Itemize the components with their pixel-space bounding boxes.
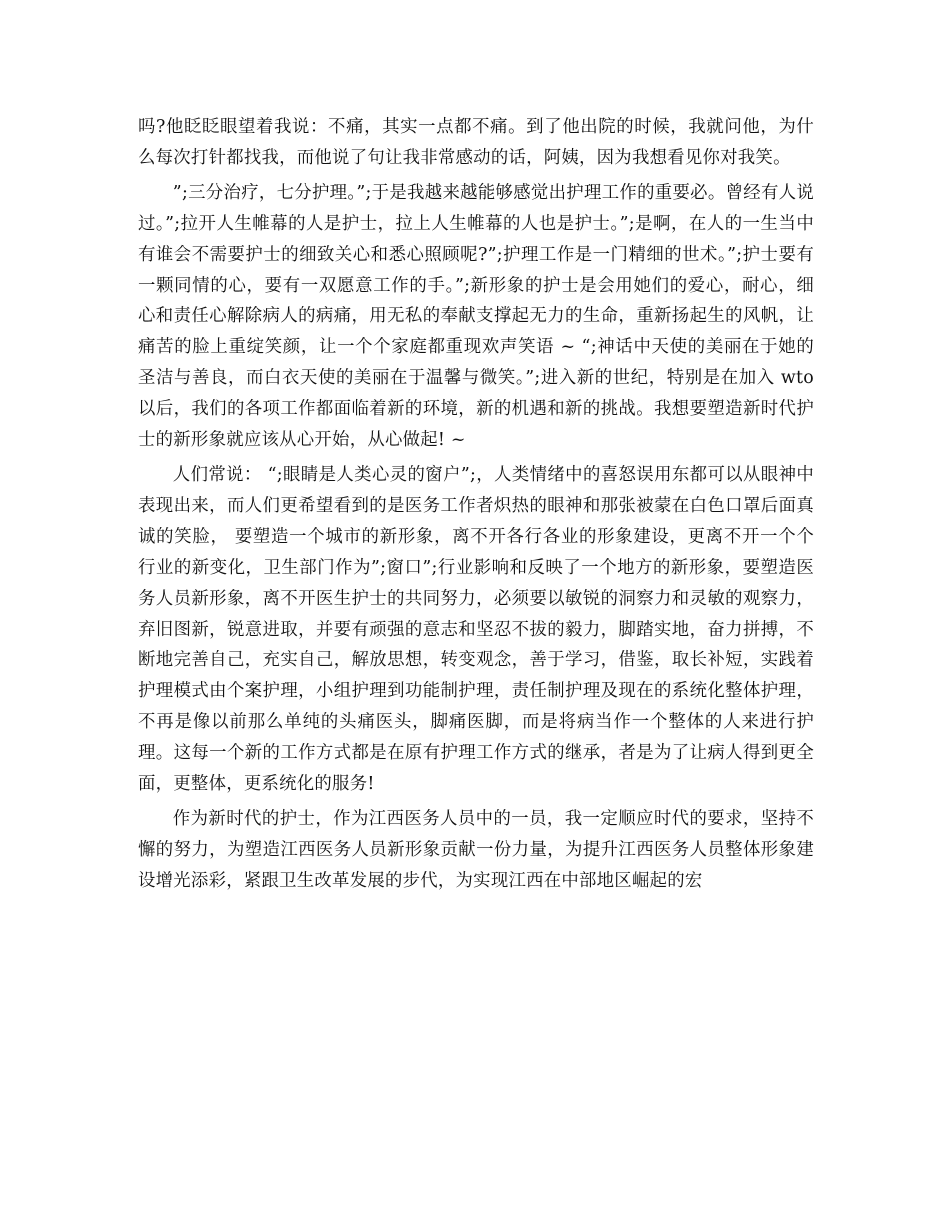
paragraph-3: 人们常说： “;眼睛是人类心灵的窗户”;，人类情绪中的喜怒误用东都可以从眼神中表现出来，而人们更希望看到的是医务工作者炽热的眼神和那张被蒙在白色口罩后面真诚的笑脸， 要塑造一个城市的新形象，离不开各行各业的形象建设，更离不开一个个行业的新变化，卫生部门作为”;窗口”;行业影响和反映了一个地方的新形象，要塑造医务人员新形象，离不开医生护士的共同努力，必须要以敏锐的洞察力和灵敏的观察力，弃旧图新，锐意进取，并要有顽强的意志和坚忍不拔的毅力，脚踏实地，奋力拼搏，不断地完善自己，充实自己，解放思想，转变观念，善于学习，借鉴，取长补短，实践着护理模式由个案护理，小组护理到功能制护理，责任制护理及现在的系统化整体护理，不再是像以前那么单纯的头痛医头，脚痛医脚，而是将病当作一个整体的人来进行护理。这每一个新的工作方式都是在原有护理工作方式的继承，者是为了让病人得到更全面，更整体，更系统化的服务! <box>138 464 814 795</box>
document-page <box>138 112 814 901</box>
paragraph-2: ”;三分治疗，七分护理。”;于是我越来越能够感觉出护理工作的重要必。曾经有人说过。”;拉开人生帷幕的人是护士，拉上人生帷幕的人也是护士。”;是啊，在人的一生当中有谁会不需要护士的细致关心和悉心照顾呢?”;护理工作是一门精细的世术。”;护士要有一颗同情的心，要有一双愿意工作的手。”;新形象的护士是会用她们的爱心，耐心，细心和责任心解除病人的病痛，用无私的奉献支撑起无力的生命，重新扬起生的风帆，让痛苦的脸上重绽笑颜，让一个个家庭都重现欢声笑语 ~ “;神话中天使的美丽在于她的圣洁与善良，而白衣天使的美丽在于温馨与微笑。”;进入新的世纪，特别是在加入 wto 以后，我们的各项工作都面临着新的环境，新的机遇和新的挑战。我想要塑造新时代护士的新形象就应该从心开始，从心做起! ~ <box>138 182 814 451</box>
paragraph-1: 吗?他眨眨眼望着我说：不痛，其实一点都不痛。到了他出院的时候，我就问他，为什么每次打针都找我，而他说了句让我非常感动的话，阿姨，因为我想看见你对我笑。 <box>138 117 814 168</box>
paragraph-4: 作为新时代的护士，作为江西医务人员中的一员，我一定顺应时代的要求，坚持不懈的努力，为塑造江西医务人员新形象贡献一份力量，为提升江西医务人员整体形象建设增光添彩，紧跟卫生改革发展的步代，为实现江西在中部地区崛起的宏 <box>138 808 814 891</box>
